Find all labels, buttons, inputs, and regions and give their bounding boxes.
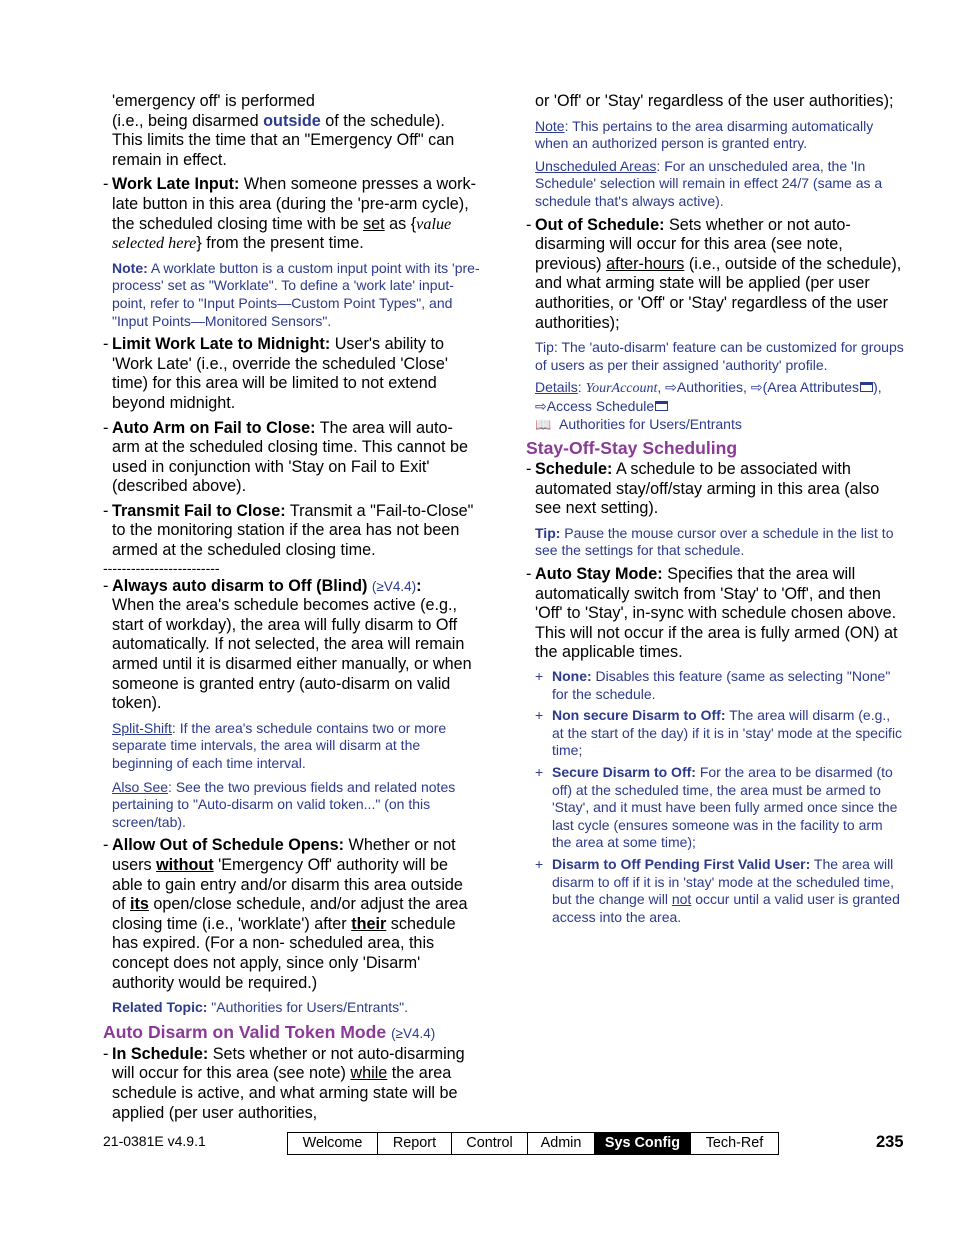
section-heading-auto-disarm: Auto Disarm on Valid Token Mode (≥V4.4) (103, 1021, 436, 1042)
also-see-note: Also See: See the two previous fields and related notes pertaining to "Auto-disarm on valid token..." (on this screen/tab). (112, 778, 456, 830)
window-icon (655, 401, 668, 411)
book-icon: 📖 (535, 416, 552, 432)
disarm-note: Note: This pertains to the area disarming automatically when an authorized person is granted entry. (535, 117, 874, 152)
nav-tab-welcome[interactable]: Welcome (302, 1135, 363, 1151)
auto-arm-fail-close-item: - Auto Arm on Fail to Close: The area will auto-arm at the scheduled closing time. This cannot be used in conjunction with 'Stay on Fail to Exit' (described above). (103, 418, 469, 496)
right-column (526, 92, 904, 930)
allow-out-of-schedule-item: - Allow Out of Schedule Opens: Whether or not users without 'Emergency Off' authority will be able to gain entry and/or disarm this area outside of its open/close schedule, and/or adjust the area closing time (i.e., 'worklate') after their schedule has expired. (For a non- scheduled area, this concept does not apply, since only 'Disarm' authority would be required.) (103, 836, 468, 992)
left-column (103, 92, 480, 1128)
transmit-fail-close-item: - Transmit Fail to Close: Transmit a "Fail-to-Close" to the monitoring station if the area has not been armed at the scheduled closing time. (103, 501, 474, 560)
option-non-secure-disarm: + Non secure Disarm to Off: The area will disarm (e.g., at the start of the day) if it is in 'stay' mode at the specific time; (535, 707, 903, 759)
option-none: + None: Disables this feature (same as selecting "None" for the schedule. (535, 668, 891, 702)
nav-tab-control[interactable]: Control (451, 1133, 527, 1154)
related-topic-link[interactable]: "Authorities for Users/Entrants". (207, 999, 408, 1016)
note-link[interactable]: Note (535, 117, 565, 134)
separator-line: ------------------------- (103, 559, 220, 576)
auto-disarm-tip: Tip: The 'auto-disarm' feature can be customized for groups of users as per their assigned 'authority' profile. (535, 339, 904, 373)
section-heading-stay-off-stay: Stay-Off-Stay Scheduling (526, 438, 738, 459)
work-late-input-item: - Work Late Input: When someone presses a work-late button in this area (during the 'pre-arm cycle), the scheduled closing time with be set as {value selected here} from the present time. (103, 175, 477, 253)
bullet-dash: - (103, 175, 109, 194)
nav-tab-tech-ref[interactable]: Tech-Ref (690, 1133, 778, 1154)
footer-nav (287, 1132, 779, 1155)
related-topic-note: Related Topic: "Authorities for Users/Entrants". (112, 999, 408, 1016)
nav-tab-admin[interactable]: Admin (527, 1133, 594, 1154)
version-badge: (≥V4.4) (371, 578, 417, 594)
split-shift-link[interactable]: Split-Shift (112, 719, 172, 736)
page-number: 235 (876, 1133, 904, 1151)
intro-paragraph: 'emergency off' is performed (i.e., being disarmed outside of the schedule). This limits the time that an "Emergency Off" can remain in effect. (112, 92, 455, 169)
nav-tab-report[interactable]: Report (377, 1133, 451, 1154)
window-icon (860, 382, 873, 392)
split-shift-note: Split-Shift: If the area's schedule contains two or more separate time intervals, the area will disarm at the beginning of each time interval. (112, 719, 447, 771)
option-disarm-pending-user: + Disarm to Off Pending First Valid User: The area will disarm to off if it is in 'stay' mode at the scheduled time, but the change will not occur until a valid user is granted access into the area. (535, 855, 900, 925)
in-schedule-item: - In Schedule: Sets whether or not auto-disarming will occur for this area (see note) while the area schedule is active, and what arming state will be applied (per user authorities, (103, 1044, 465, 1122)
unscheduled-areas-note: Unscheduled Areas: For an unscheduled area, the 'In Schedule' selection will remain in effect 24/7 (same as a schedule that's always active). (535, 157, 883, 209)
nav-tab-sys-config[interactable]: Sys Config (594, 1133, 690, 1154)
schedule-item: - Schedule: A schedule to be associated with automated stay/off/stay arming in this area (also see next setting). (526, 460, 880, 518)
details-note: Details: YourAccount, ⇨Authorities, ⇨(Area Attributes ), ⇨Access Schedule 📖 Authorities for Users/Entrants (535, 379, 882, 432)
document-code: 21-0381E v4.9.1 (103, 1133, 206, 1149)
worklate-note: Note: A worklate button is a custom input point with its 'pre-process' set as "Worklate". To define a 'work late' input-point, refer to "Input Points—Custom Point Types", and "Input Points—Monitored Sensors". (112, 259, 480, 329)
out-of-schedule-item: - Out of Schedule: Sets whether or not auto-disarming will occur for this area (see note, previous) after-hours (i.e., outside of the schedule), and what arming state will be applied (per user authorities, or 'Off' or 'Stay' regardless of the user authorities); (526, 215, 902, 332)
details-link[interactable]: Details (535, 379, 578, 396)
unscheduled-areas-link[interactable]: Unscheduled Areas (535, 157, 657, 174)
plus-bullet: + (535, 668, 544, 685)
authorities-link[interactable]: Authorities for Users/Entrants (559, 415, 742, 432)
schedule-tip: Tip: Pause the mouse cursor over a schedule in the list to see the settings for that schedule. (535, 524, 894, 559)
continued-text: or 'Off' or 'Stay' regardless of the user authorities); (535, 92, 894, 110)
auto-stay-mode-item: - Auto Stay Mode: Specifies that the area will automatically switch from 'Stay' to 'Off', and then 'Off' to 'Stay', in-sync with schedule chosen above. This will not occur if the area is fully armed (ON) at the applicable times. (526, 565, 898, 662)
always-auto-disarm-item: - Always auto disarm to Off (Blind) (≥V4.4): When the area's schedule becomes active (e.g., start of workday), the area will fully disarm to Off automatically. If not selected, the area will remain armed until it is disarmed either manually, or when someone is granted entry (auto-disarm on valid token). (103, 576, 472, 713)
also-see-link[interactable]: Also See (112, 778, 169, 795)
limit-work-late-item: - Limit Work Late to Midnight: User's ability to 'Work Late' (i.e., override the scheduled 'Close' time) for this area will be limited to not extend beyond midnight. (103, 335, 448, 412)
option-secure-disarm: + Secure Disarm to Off: For the area to be disarmed (to off) at the scheduled time, the area must be armed to 'Stay', and it must have been fully armed once since the last cycle (ensures someone was in the facility to arm the area at some time); (535, 764, 898, 851)
